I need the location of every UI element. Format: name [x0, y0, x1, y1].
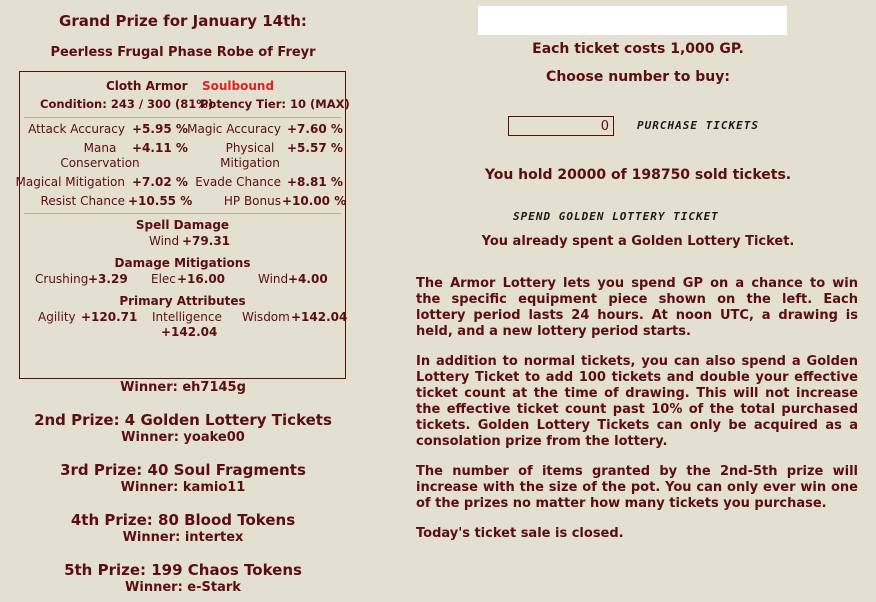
- grand-prize-heading: Grand Prize for January 14th:: [59, 12, 307, 30]
- stat-value: +7.02 %: [132, 175, 188, 189]
- header-blank-field: [478, 6, 787, 35]
- stat-value: +4.11 %: [132, 141, 188, 155]
- purchase-tickets-button[interactable]: PURCHASE TICKETS: [637, 119, 759, 132]
- mitigation-value: +3.29: [88, 272, 128, 286]
- spend-golden-ticket-button[interactable]: SPEND GOLDEN LOTTERY TICKET: [513, 210, 719, 223]
- prize-column: [0, 0, 366, 602]
- third-prize-title: 3rd Prize: 40 Soul Fragments: [60, 461, 306, 479]
- stat-label: Resist Chance: [40, 194, 125, 208]
- stat-label: Magical Mitigation: [15, 175, 125, 189]
- ticket-quantity-input[interactable]: [508, 116, 614, 136]
- mitigation-value: +4.00: [288, 272, 328, 286]
- stat-label: Magic Accuracy: [187, 122, 281, 136]
- equipment-details-box: [15, 71, 350, 379]
- fourth-prize-winner: Winner: intertex: [122, 530, 244, 545]
- tickets-held-text: You hold 20000 of 198750 sold tickets.: [484, 167, 792, 183]
- attribute-label: Agility: [38, 310, 76, 324]
- stat-value: +10.00 %: [282, 194, 347, 208]
- fifth-prize-title: 5th Prize: 199 Chaos Tokens: [64, 561, 302, 579]
- equipment-condition: Condition: 243 / 300 (81%): [40, 97, 214, 111]
- grand-prize-item-name: Peerless Frugal Phase Robe of Freyr: [50, 45, 316, 60]
- stat-value: +5.95 %: [132, 122, 188, 136]
- equipment-potency: Potency Tier: 10 (MAX): [200, 97, 350, 111]
- divider: [24, 213, 341, 214]
- mitigation-value: +16.00: [177, 272, 226, 286]
- ticket-sale-status: Today's ticket sale is closed.: [416, 526, 624, 541]
- spell-damage-label: Wind: [149, 234, 180, 248]
- soulbound-badge: Soulbound: [202, 79, 275, 93]
- second-prize-title: 2nd Prize: 4 Golden Lottery Tickets: [34, 411, 332, 429]
- damage-mitigations-heading: Damage Mitigations: [114, 256, 251, 270]
- fourth-prize-title: 4th Prize: 80 Blood Tokens: [70, 511, 296, 529]
- attribute-value: +120.71: [81, 310, 138, 324]
- primary-attributes-heading: Primary Attributes: [119, 294, 246, 308]
- ticket-cost-text: Each ticket costs 1,000 GP.: [532, 41, 744, 57]
- spell-damage-value: +79.31: [182, 234, 231, 248]
- stat-label: Evade Chance: [195, 175, 281, 189]
- stat-value: +7.60 %: [287, 122, 343, 136]
- divider: [24, 117, 341, 118]
- fifth-prize-winner: Winner: e-Stark: [125, 580, 241, 595]
- mitigation-label: Elec: [151, 272, 176, 286]
- attribute-value: +142.04: [291, 310, 348, 324]
- golden-ticket-status: You already spent a Golden Lottery Ticket.: [481, 234, 795, 249]
- attribute-label: Wisdom: [242, 310, 290, 324]
- stat-label: Attack Accuracy: [28, 122, 125, 136]
- info-paragraph: The number of items granted by the 2nd-5th prize will increase with the size of the pot. You can only ever win one of the prizes no matter how many tickets you purchase.: [416, 464, 858, 511]
- stat-label: Mana Conservation: [60, 141, 140, 170]
- info-paragraph: In addition to normal tickets, you can also spend a Golden Lottery Ticket to add 100 tickets and double your effective ticket count at the time of drawing. This will not increase the effective ticket count past 10% of the total purchased tickets. Golden Lottery Tickets can only be acquired as a consolation prize from the lottery.: [416, 354, 858, 449]
- second-prize-winner: Winner: yoake00: [121, 430, 245, 445]
- lottery-column: [408, 0, 868, 602]
- equipment-type: Cloth Armor: [106, 79, 188, 93]
- grand-prize-winner: Winner: eh7145g: [120, 380, 246, 395]
- spell-damage-heading: Spell Damage: [135, 218, 230, 232]
- choose-number-text: Choose number to buy:: [546, 69, 730, 85]
- mitigation-label: Crushing: [35, 272, 89, 286]
- attribute-label: Intelligence: [152, 310, 222, 324]
- stat-value: +5.57 %: [287, 141, 343, 155]
- stat-value: +10.55 %: [128, 194, 193, 208]
- stat-label: Physical Mitigation: [220, 141, 280, 170]
- stat-value: +8.81 %: [287, 175, 343, 189]
- attribute-value: +142.04: [161, 325, 218, 339]
- third-prize-winner: Winner: kamio11: [120, 480, 246, 495]
- stat-label: HP Bonus: [223, 194, 281, 208]
- mitigation-label: Wind: [258, 272, 289, 286]
- info-paragraph: The Armor Lottery lets you spend GP on a chance to win the specific equipment piece shown on the left. Each lottery period lasts 24 hours. At noon UTC, a drawing is held, and a new lottery period starts.: [416, 276, 858, 339]
